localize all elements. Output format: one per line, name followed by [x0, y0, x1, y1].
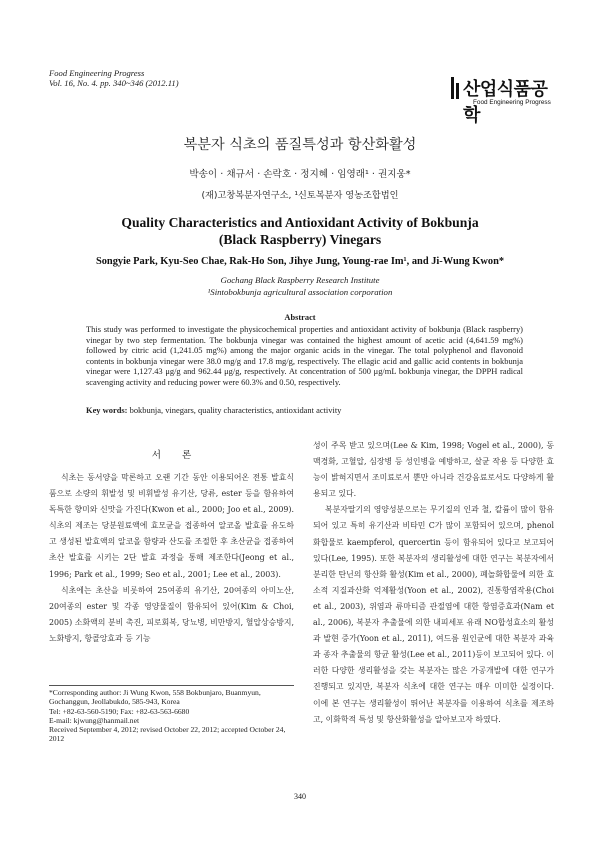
- journal-header: [49, 68, 179, 88]
- logo-korean-text: 산업식품공학: [463, 79, 548, 126]
- journal-name: Food Engineering Progress: [49, 68, 145, 78]
- keywords-text: bokbunja, vinegars, quality characteristics, antioxidant activity: [127, 405, 342, 415]
- right-paragraph-1: 성이 주목 받고 있으며(Lee & Kim, 1998; Vogel et al., 2000), 동맥경화, 고혈압, 심장병 등 성인병을 예방하고, 살균 작용 등 다양한 효능이 밝혀지면서 조미료로서 뿐만 아니라 건강음료로서도 다양하게 활용되고 있다.: [313, 441, 554, 499]
- english-title-line-2: (Black Raspberry) Vinegars: [218, 232, 382, 247]
- english-title-line-1: Quality Characteristics and Antioxidant Activity of Bokbunja: [121, 215, 479, 230]
- logo-mark-icon: [451, 77, 460, 99]
- right-paragraph-2: 복분자딸기의 영양성분으로는 무기질의 인과 철, 칼륨이 많이 함유되어 있고 특히 유기산과 비타민 C가 많이 포함되어 있으며, phenol 화합물로 kaempferol, quercertin 등이 함유되어 있다고 보고되어 있다(Lee, 1995). 또한 복분자의 생리활성에 대한 연구는 복분자에서 분리한 탄닌의 항산화 활성(Kim et al., 2000), 폐놀화합물에 의한 효소적 지질과산화 억제활성(Yoon et al., 2002), 진통항염작용(Choi et al., 2003), 위염과 류마티즘 관절염에 대한 항염증효과(Nam et al., 2006), 복분자 추출물에 의한 내피세포 유래 NO합성효소의 활성과 발현 증가(Yoon et al., 2011), 여드름 원인균에 대한 복분자 과육과 종자 추출물의 항균 활성(Lee et al., 2011)등이 보고되어 있다. 이러한 다양한 생리활성을 갖는 복분자는 많은 가공개발에 대한 연구가 진행되고 있지만, 복분자 식초에 대한 연구는 매우 미미한 실정이다. 이에 본 연구는 생리활성이 뛰어난 복분자를 이용하여 식초를 제조하고, 이화학적 특성 및 항산화활성을 알아보고자 하였다.: [313, 505, 554, 724]
- english-title: [0, 214, 600, 248]
- journal-volume: Vol. 16, No. 4. pp. 340~346 (2012.11): [49, 78, 179, 88]
- footnote-divider: [49, 685, 294, 686]
- english-authors: Songyie Park, Kyu-Seo Chae, Rak-Ho Son, Jihye Jung, Young-rae Im¹, and Ji-Wung Kwon*: [95, 256, 505, 267]
- right-column: [313, 438, 554, 728]
- korean-authors: 박송이 · 채규서 · 손락호 · 정지혜 · 임영래¹ · 권지웅*: [189, 169, 411, 180]
- keywords: [86, 405, 523, 415]
- keywords-label: Key words:: [86, 405, 128, 415]
- section-heading-introduction: 서 론: [151, 450, 192, 461]
- page-number: 340: [294, 792, 306, 801]
- footnote-corresponding: *Corresponding author: Ji Wung Kwon, 558 Bokbunjaro, Buanmyun, Gochanggun, Jeollabukdo, 585-943, Korea: [49, 688, 261, 707]
- english-affiliation-2: ¹Sintobokbunja agricultural association corporation: [207, 287, 393, 297]
- korean-affiliation: (재)고창복분자연구소, ¹신토복분자 영농조합법인: [201, 190, 399, 201]
- footnote-received: Received September 4, 2012; revised October 22, 2012; accepted October 24, 2012: [49, 725, 286, 744]
- abstract-heading: Abstract: [284, 313, 316, 322]
- english-affiliation-1: Gochang Black Raspberry Research Institute: [220, 275, 380, 285]
- journal-logo: [451, 73, 556, 126]
- left-paragraph-2: 식초에는 초산을 비롯하여 25여종의 유기산, 20여종의 아미노산, 20여종의 ester 및 각종 영양물질이 함유되어 있어(Kim & Choi, 2005) 소화액의 분비 촉진, 피로회복, 당뇨병, 비만방지, 혈압상승방지, 노화방지, 항콜앙효과 등 기능: [49, 585, 294, 643]
- left-paragraph-1: 식초는 동서양을 막론하고 오랜 기간 동안 이용되어온 전통 발효식품으로 소량의 휘발성 및 비휘발성 유기산, 당류, ester 등을 함유하여 독특한 향미와 신맛을 가진다(Kwon et al., 2000; Joo et al., 2009). 식초의 제조는 당분원료액에 효모균을 접종하여 알코올 발효를 유도하고 생성된 발효액의 알코올 함량과 산도를 조절한 후 초산균을 접종하여 초산 발효를 시키는 2단 발효 과정을 통해 제조한다(Jeong et al., 1996; Park et al., 1999; Seo et al., 2001; Lee et al., 2003).: [49, 473, 294, 579]
- korean-title: 복분자 식초의 품질특성과 항산화활성: [183, 137, 417, 153]
- footnote-email: E-mail: kjwung@hanmail.net: [49, 715, 140, 725]
- footnote-phone: Tel: +82-63-560-5190; Fax: +82-63-563-6680: [49, 706, 190, 716]
- logo-english-text: Food Engineering Progress: [473, 99, 551, 106]
- footnote: [49, 688, 294, 744]
- left-column: [49, 470, 294, 647]
- english-affiliation: [0, 274, 600, 298]
- abstract-text: This study was performed to investigate the physicochemical properties and antioxidant activity of bokbunja (Black raspberry) vinegar by two step fermentation. The bokbunja vinegar was contained the highest amount of acetic acid (4,641.59 mg%) followed by citric acid (1,241.05 mg%) among the major organic acids in the vinegar. The total polyphenol and flavonoid contents in bokbunja vinegar were 38.0 mg/g and 17.8 mg/g, respectively. The ellagic acid and gallic acid contents in bokbunja vinegar were 1,127.43 μg/g and 962.44 μg/g, respectively. At concentration of 500 μg/mL bokbunja vinegar, the DPPH radical scavenging activity and reducing power were 60.3% and 0.50, respectively.: [86, 324, 523, 387]
